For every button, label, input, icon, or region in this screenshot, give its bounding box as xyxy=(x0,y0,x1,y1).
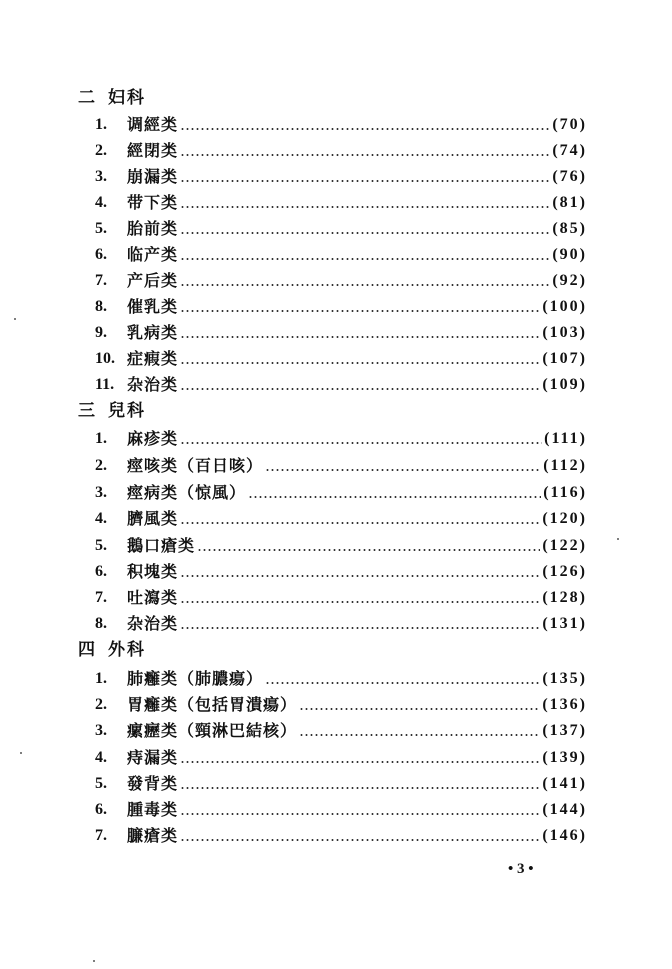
scan-speck xyxy=(20,752,22,754)
dot-leader xyxy=(180,761,540,763)
entry-index: 2. xyxy=(95,142,107,159)
entry-index: 8. xyxy=(95,298,107,315)
toc-entry xyxy=(95,747,587,769)
entry-page: (109) xyxy=(542,376,587,393)
dot-leader xyxy=(180,575,540,577)
dot-leader xyxy=(265,469,541,471)
entry-index: 2. xyxy=(95,696,107,713)
entry-page: (122) xyxy=(542,537,587,554)
entry-title: 乳病类 xyxy=(127,323,179,342)
entry-page: (135) xyxy=(542,670,587,687)
toc-entry xyxy=(95,218,587,240)
entry-page: (76) xyxy=(552,168,587,185)
scan-speck xyxy=(617,538,619,540)
entry-index: 11. xyxy=(95,376,115,393)
dot-leader xyxy=(180,258,550,260)
dot-leader xyxy=(299,734,540,736)
entry-index: 4. xyxy=(95,194,107,211)
dot-leader xyxy=(180,627,540,629)
entry-title: 吐瀉类 xyxy=(127,588,179,607)
section-title: 妇科 xyxy=(108,88,146,108)
dot-leader xyxy=(180,154,550,156)
entry-title: 杂治类 xyxy=(127,614,179,633)
entry-page: (144) xyxy=(542,801,587,818)
entry-title: 带下类 xyxy=(127,193,179,212)
entry-title: 胎前类 xyxy=(127,219,179,238)
entry-index: 10. xyxy=(95,350,115,367)
entry-page: (81) xyxy=(552,194,587,211)
entry-index: 3. xyxy=(95,722,107,739)
dot-leader xyxy=(180,362,540,364)
toc-entry xyxy=(95,720,587,742)
toc-entry xyxy=(95,114,587,136)
dot-leader xyxy=(265,682,540,684)
dot-leader xyxy=(180,336,540,338)
dot-leader xyxy=(248,496,541,498)
entry-title: 胃癰类（包括胃潰瘍） xyxy=(127,695,298,714)
entry-index: 6. xyxy=(95,246,107,263)
toc-entry xyxy=(95,322,587,344)
dot-leader xyxy=(180,284,550,286)
section-number: 二 xyxy=(78,88,97,108)
entry-index: 7. xyxy=(95,272,107,289)
entry-index: 7. xyxy=(95,589,107,606)
entry-index: 8. xyxy=(95,615,107,632)
dot-leader xyxy=(180,442,542,444)
entry-page: (136) xyxy=(542,696,587,713)
entry-title: 發背类 xyxy=(127,774,179,793)
section-number: 四 xyxy=(78,640,97,660)
entry-index: 1. xyxy=(95,116,107,133)
entry-page: (111) xyxy=(544,430,587,447)
entry-index: 2. xyxy=(95,457,107,474)
entry-page: (107) xyxy=(542,350,587,367)
toc-entry xyxy=(95,348,587,370)
entry-title: 腫毒类 xyxy=(127,800,179,819)
entry-index: 5. xyxy=(95,220,107,237)
scan-speck xyxy=(93,960,95,962)
dot-leader xyxy=(180,180,550,182)
entry-page: (103) xyxy=(542,324,587,341)
entry-page: (90) xyxy=(552,246,587,263)
scan-speck xyxy=(14,318,16,320)
dot-leader xyxy=(197,549,540,551)
entry-page: (128) xyxy=(542,589,587,606)
entry-page: (116) xyxy=(543,484,587,501)
entry-page: (139) xyxy=(542,749,587,766)
toc-entry xyxy=(95,694,587,716)
toc-entry xyxy=(95,455,587,477)
toc-entry xyxy=(95,535,587,557)
entry-title: 肺癰类（肺膿瘍） xyxy=(127,669,264,688)
entry-title: 麻疹类 xyxy=(127,429,179,448)
toc-entry xyxy=(95,587,587,609)
toc-entry xyxy=(95,799,587,821)
entry-title: 产后类 xyxy=(127,271,179,290)
entry-title: 瘰癧类（頸淋巴結核） xyxy=(127,721,298,740)
toc-entry xyxy=(95,482,587,504)
section-title: 外科 xyxy=(108,640,146,660)
entry-title: 调經类 xyxy=(127,115,179,134)
entry-title: 症瘕类 xyxy=(127,349,179,368)
entry-title: 經閉类 xyxy=(127,141,179,160)
entry-index: 6. xyxy=(95,801,107,818)
entry-title: 痙咳类（百日咳） xyxy=(127,456,264,475)
entry-index: 6. xyxy=(95,563,107,580)
toc-entry xyxy=(95,192,587,214)
entry-page: (137) xyxy=(542,722,587,739)
dot-leader xyxy=(180,388,540,390)
toc-entry xyxy=(95,166,587,188)
entry-page: (141) xyxy=(542,775,587,792)
entry-index: 5. xyxy=(95,775,107,792)
entry-title: 积塊类 xyxy=(127,562,179,581)
dot-leader xyxy=(180,787,540,789)
section-heading-gynecology xyxy=(78,88,146,108)
toc-entry xyxy=(95,140,587,162)
entry-index: 1. xyxy=(95,430,107,447)
entry-index: 7. xyxy=(95,827,107,844)
toc-entry xyxy=(95,428,587,450)
entry-title: 崩漏类 xyxy=(127,167,179,186)
section-heading-pediatrics xyxy=(78,401,146,421)
toc-entry xyxy=(95,296,587,318)
entry-page: (131) xyxy=(542,615,587,632)
toc-entry xyxy=(95,508,587,530)
entry-page: (112) xyxy=(543,457,587,474)
entry-index: 3. xyxy=(95,484,107,501)
entry-title: 痙病类（惊風） xyxy=(127,483,247,502)
entry-index: 3. xyxy=(95,168,107,185)
entry-page: (85) xyxy=(552,220,587,237)
entry-page: (146) xyxy=(542,827,587,844)
dot-leader xyxy=(180,310,540,312)
entry-title: 痔漏类 xyxy=(127,748,179,767)
section-number: 三 xyxy=(78,401,97,421)
entry-page: (100) xyxy=(542,298,587,315)
entry-title: 催乳类 xyxy=(127,297,179,316)
page-number: • 3 • xyxy=(508,861,534,877)
entry-page: (70) xyxy=(552,116,587,133)
entry-page: (120) xyxy=(542,510,587,527)
dot-leader xyxy=(180,839,540,841)
dot-leader xyxy=(180,813,540,815)
entry-title: 臁瘡类 xyxy=(127,826,179,845)
dot-leader xyxy=(180,128,550,130)
toc-entry xyxy=(95,270,587,292)
toc-entry xyxy=(95,773,587,795)
dot-leader xyxy=(180,206,550,208)
toc-entry xyxy=(95,244,587,266)
entry-title: 临产类 xyxy=(127,245,179,264)
entry-title: 臍風类 xyxy=(127,509,179,528)
toc-entry xyxy=(95,825,587,847)
entry-index: 5. xyxy=(95,537,107,554)
entry-page: (74) xyxy=(552,142,587,159)
dot-leader xyxy=(180,522,540,524)
dot-leader xyxy=(180,601,540,603)
section-title: 兒科 xyxy=(108,401,146,421)
entry-title: 杂治类 xyxy=(127,375,179,394)
entry-index: 4. xyxy=(95,749,107,766)
entry-index: 4. xyxy=(95,510,107,527)
entry-title: 鵝口瘡类 xyxy=(127,536,196,555)
section-heading-surgery xyxy=(78,640,146,660)
entry-page: (92) xyxy=(552,272,587,289)
entry-index: 1. xyxy=(95,670,107,687)
dot-leader xyxy=(299,708,540,710)
toc-entry xyxy=(95,668,587,690)
toc-entry xyxy=(95,374,587,396)
dot-leader xyxy=(180,232,550,234)
entry-index: 9. xyxy=(95,324,107,341)
entry-page: (126) xyxy=(542,563,587,580)
toc-entry xyxy=(95,561,587,583)
toc-entry xyxy=(95,613,587,635)
